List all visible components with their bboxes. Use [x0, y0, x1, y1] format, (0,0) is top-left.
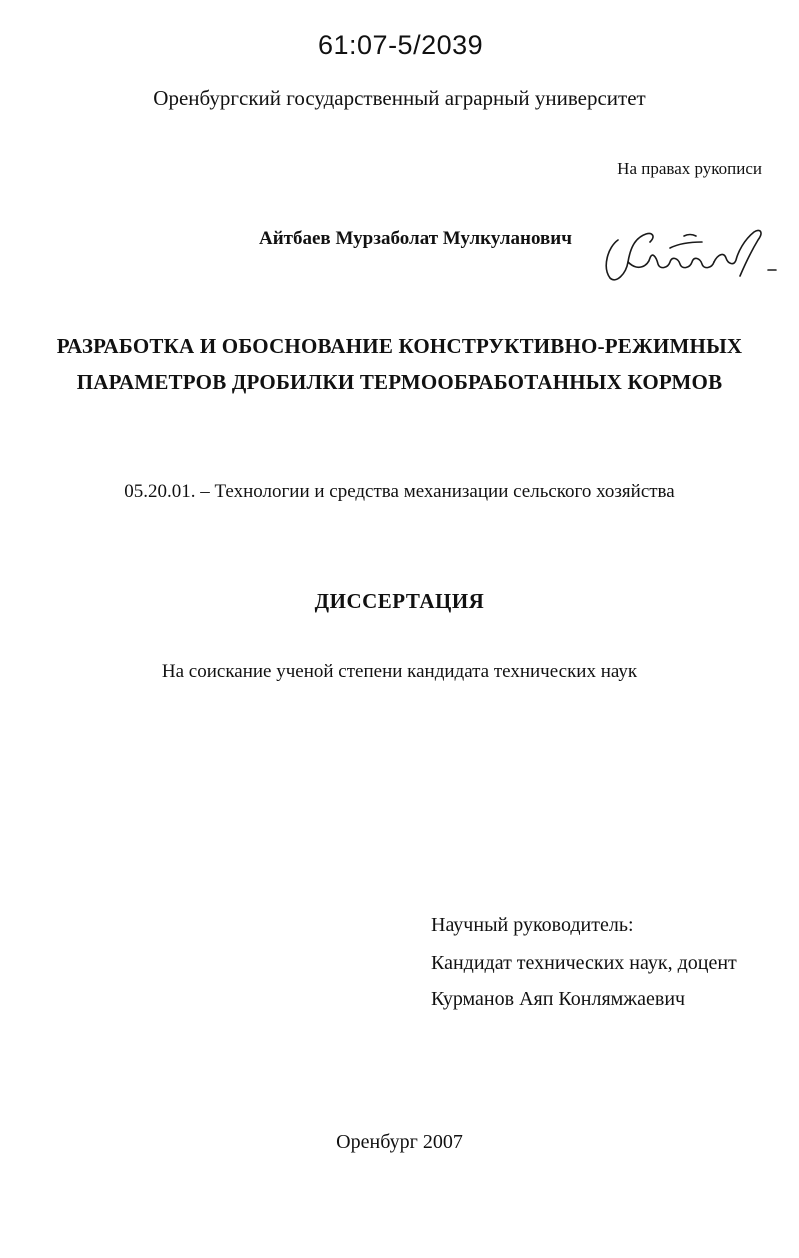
- title-line-1: РАЗРАБОТКА И ОБОСНОВАНИЕ КОНСТРУКТИВНО-РЕЖИМНЫХ: [56, 334, 743, 358]
- manuscript-note: На правах рукописи: [617, 159, 762, 178]
- university-name: Оренбургский государственный аграрный университет: [153, 86, 646, 110]
- document-type: ДИССЕРТАЦИЯ: [314, 589, 485, 613]
- handwritten-signature: [598, 222, 788, 292]
- archive-code: 61:07-5/2039: [318, 30, 484, 60]
- supervisor-title: Кандидат технических наук, доцент: [431, 952, 737, 974]
- title-line-2: ПАРАМЕТРОВ ДРОБИЛКИ ТЕРМООБРАБОТАННЫХ КОРМОВ: [76, 370, 723, 394]
- author-name: Айтбаев Мурзаболат Мулкуланович: [259, 228, 572, 249]
- supervisor-name: Курманов Аяп Конлямжаевич: [431, 988, 686, 1010]
- degree-statement: На соискание ученой степени кандидата технических наук: [161, 661, 638, 682]
- specialty-code: 05.20.01. – Технологии и средства механизации сельского хозяйства: [124, 481, 675, 502]
- supervisor-label: Научный руководитель:: [431, 914, 634, 936]
- place-and-year: Оренбург 2007: [336, 1131, 463, 1153]
